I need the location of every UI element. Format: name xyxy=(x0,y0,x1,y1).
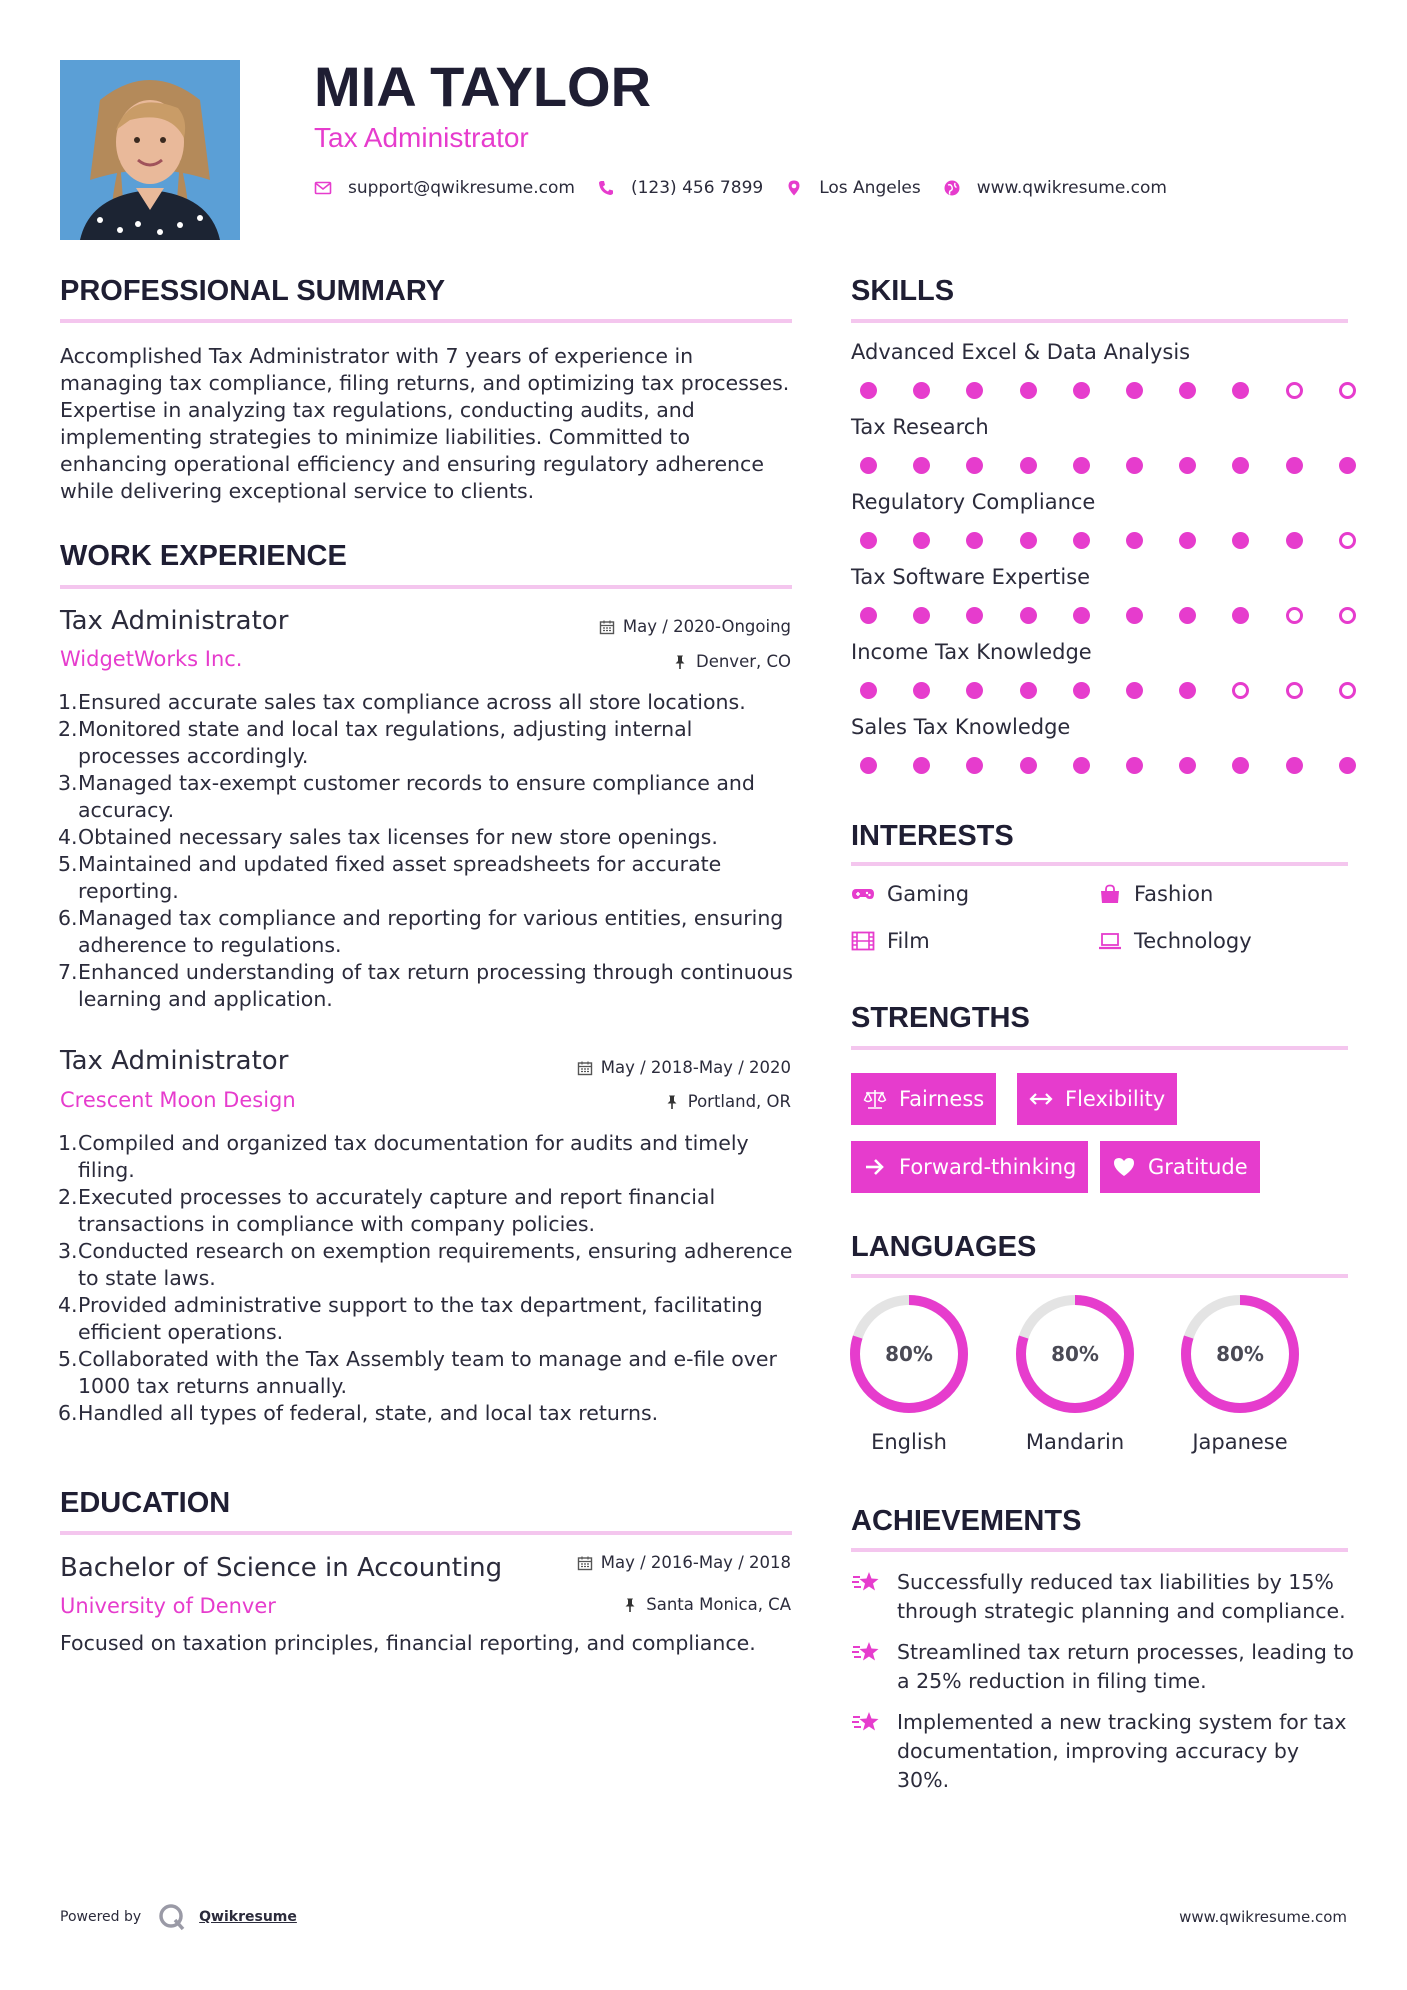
job-bullet: Provided administrative support to the tax department, facilitating efficient operations. xyxy=(78,1293,763,1344)
phone-icon xyxy=(597,179,615,197)
skill-dot-filled xyxy=(860,457,877,474)
skill-dot-filled xyxy=(860,382,877,399)
skill-dot-filled xyxy=(913,457,930,474)
job-bullets xyxy=(60,689,800,1013)
interest-label: Gaming xyxy=(887,882,970,906)
balance-scale-icon xyxy=(863,1088,887,1110)
skill-dot-filled xyxy=(1126,682,1143,699)
skills-divider xyxy=(851,319,1348,323)
skill-dot-filled xyxy=(1126,382,1143,399)
achievement-item xyxy=(851,1708,1357,1795)
arrows-horizontal-icon xyxy=(1029,1088,1053,1110)
globe-icon xyxy=(943,179,961,197)
contact-email[interactable] xyxy=(314,178,575,198)
contact-bar xyxy=(314,178,1189,198)
arrow-right-icon xyxy=(863,1156,887,1178)
strength-chip-gratitude xyxy=(1100,1141,1260,1193)
education-dates xyxy=(577,1553,791,1572)
skill-dot-empty xyxy=(1339,607,1356,624)
job-bullet: Conducted research on exemption requirements, ensuring adherence to state laws. xyxy=(78,1239,793,1290)
degree-title: Bachelor of Science in Accounting xyxy=(60,1553,503,1583)
skill-dot-filled xyxy=(1179,682,1196,699)
contact-email-text: support@qwikresume.com xyxy=(348,178,575,198)
skill-dot-filled xyxy=(1232,457,1249,474)
job-location xyxy=(672,652,791,671)
skill-dot-filled xyxy=(1339,457,1356,474)
calendar-icon xyxy=(577,1555,593,1571)
calendar-icon xyxy=(577,1060,593,1076)
strength-chip-forward-thinking xyxy=(851,1141,1088,1193)
achievement-text: Implemented a new tracking system for tax documentation, improving accuracy by 30%. xyxy=(897,1710,1347,1792)
skill-dot-filled xyxy=(1073,607,1090,624)
job-company: WidgetWorks Inc. xyxy=(60,647,243,671)
contact-location-text: Los Angeles xyxy=(819,178,921,198)
skill-dot-filled xyxy=(1073,532,1090,549)
strength-label: Gratitude xyxy=(1148,1155,1248,1179)
skill-dot-filled xyxy=(966,682,983,699)
skill-dot-filled xyxy=(1020,382,1037,399)
contact-location xyxy=(785,178,921,198)
envelope-icon xyxy=(314,179,332,197)
job-bullet: Managed tax compliance and reporting for various entities, ensuring adherence to regulations. xyxy=(78,906,784,957)
job-bullet: Ensured accurate sales tax compliance across all store locations. xyxy=(78,690,746,714)
skill-name: Income Tax Knowledge xyxy=(851,640,1092,664)
job-bullet: Monitored state and local tax regulations, adjusting internal processes accordingly. xyxy=(78,717,693,768)
skill-name: Sales Tax Knowledge xyxy=(851,715,1071,739)
summary-text: Accomplished Tax Administrator with 7 years of experience in managing tax compliance, filing returns, and optimizing tax processes. Expertise in analyzing tax regulations, conducting audits, and implementing strategies to minimize liabilities. Committed to enhancing operational efficiency and ensuring regulatory adherence while delivering exceptional service to clients. xyxy=(60,344,790,503)
skill-dot-filled xyxy=(1339,757,1356,774)
skill-dot-filled xyxy=(1073,457,1090,474)
strength-chip-fairness xyxy=(851,1073,996,1125)
skill-dot-filled xyxy=(1179,607,1196,624)
education-location-text: Santa Monica, CA xyxy=(646,1595,791,1614)
profile-photo-illustration xyxy=(60,60,240,240)
skill-dot-filled xyxy=(966,607,983,624)
skill-dot-filled xyxy=(1126,457,1143,474)
film-icon xyxy=(851,931,875,951)
interest-film xyxy=(851,929,930,953)
skills-heading: SKILLS xyxy=(851,275,955,307)
skill-dot-filled xyxy=(966,382,983,399)
language-name: Mandarin xyxy=(1025,1430,1125,1454)
skill-dot-filled xyxy=(860,607,877,624)
achievements-divider xyxy=(851,1548,1348,1552)
strengths-heading: STRENGTHS xyxy=(851,1002,1030,1034)
skill-name: Advanced Excel & Data Analysis xyxy=(851,340,1191,364)
job-bullet: Compiled and organized tax documentation for audits and timely filing. xyxy=(78,1131,749,1182)
shooting-star-icon xyxy=(851,1568,881,1598)
language-name: Japanese xyxy=(1192,1430,1288,1454)
job-title: Tax Administrator xyxy=(60,1046,289,1076)
education-dates-text: May / 2016-May / 2018 xyxy=(600,1553,791,1572)
job-dates-text: May / 2018-May / 2020 xyxy=(600,1058,791,1077)
candidate-name: MIA TAYLOR xyxy=(314,55,652,118)
skill-dot-empty xyxy=(1339,532,1356,549)
job-dates xyxy=(577,1058,791,1077)
job-dates-text: May / 2020-Ongoing xyxy=(622,617,791,636)
heart-icon xyxy=(1112,1156,1136,1178)
education-heading: EDUCATION xyxy=(60,1487,231,1519)
profile-photo xyxy=(60,60,240,240)
achievement-item xyxy=(851,1568,1357,1626)
education-divider xyxy=(60,1531,792,1535)
interest-label: Technology xyxy=(1134,929,1252,953)
pushpin-icon xyxy=(622,1597,638,1613)
laptop-icon xyxy=(1098,931,1122,951)
language-percent: 80% xyxy=(885,1342,933,1366)
job-location-text: Portland, OR xyxy=(687,1092,791,1111)
footer-url[interactable]: www.qwikresume.com xyxy=(1179,1908,1347,1926)
skill-dot-filled xyxy=(1286,757,1303,774)
skill-dot-filled xyxy=(1020,757,1037,774)
skill-dot-filled xyxy=(1232,382,1249,399)
qwikresume-link[interactable]: Qwikresume xyxy=(199,1909,297,1925)
skill-dot-filled xyxy=(1020,682,1037,699)
skill-dot-filled xyxy=(1232,532,1249,549)
contact-phone-text: (123) 456 7899 xyxy=(630,178,764,198)
skill-name: Tax Research xyxy=(851,415,989,439)
interest-fashion xyxy=(1098,882,1213,906)
skill-dot-filled xyxy=(1179,382,1196,399)
skill-dot-filled xyxy=(1073,382,1090,399)
strength-label: Flexibility xyxy=(1065,1087,1166,1111)
skill-dot-filled xyxy=(860,757,877,774)
job-bullet: Handled all types of federal, state, and local tax returns. xyxy=(78,1401,659,1425)
skill-dot-filled xyxy=(1020,532,1037,549)
interests-divider xyxy=(851,862,1348,866)
interest-label: Fashion xyxy=(1134,882,1214,906)
skill-dot-filled xyxy=(966,757,983,774)
strength-label: Forward-thinking xyxy=(899,1155,1077,1179)
job-bullet: Enhanced understanding of tax return processing through continuous learning and application. xyxy=(78,960,793,1011)
interests-heading: INTERESTS xyxy=(851,820,1014,852)
school-name: University of Denver xyxy=(60,1594,276,1618)
skill-dot-empty xyxy=(1339,682,1356,699)
language-name: English xyxy=(871,1430,947,1454)
job-title: Tax Administrator xyxy=(60,606,289,636)
powered-by xyxy=(60,1902,297,1932)
strengths-divider xyxy=(851,1046,1348,1050)
shooting-star-icon xyxy=(851,1638,881,1668)
skill-dot-filled xyxy=(860,682,877,699)
skill-dot-filled xyxy=(913,682,930,699)
skill-dot-filled xyxy=(913,532,930,549)
education-description: Focused on taxation principles, financial reporting, and compliance. xyxy=(60,1631,756,1655)
language-percent: 80% xyxy=(1051,1342,1099,1366)
languages-heading: LANGUAGES xyxy=(851,1231,1037,1263)
achievement-text: Streamlined tax return processes, leading to a 25% reduction in filing time. xyxy=(897,1640,1354,1693)
job-bullets xyxy=(60,1130,800,1427)
skill-dot-filled xyxy=(1126,607,1143,624)
skill-dot-filled xyxy=(966,457,983,474)
job-bullet: Collaborated with the Tax Assembly team to manage and e-file over 1000 tax returns annually. xyxy=(78,1347,777,1398)
skill-dot-empty xyxy=(1286,382,1303,399)
skill-dot-filled xyxy=(1286,457,1303,474)
skill-dot-filled xyxy=(1286,532,1303,549)
skill-name: Regulatory Compliance xyxy=(851,490,1096,514)
job-bullet: Executed processes to accurately capture and report financial transactions in compliance with company policies. xyxy=(78,1185,716,1236)
summary-heading: PROFESSIONAL SUMMARY xyxy=(60,275,446,307)
skill-dot-filled xyxy=(1179,457,1196,474)
skill-dot-filled xyxy=(1073,682,1090,699)
skill-dot-filled xyxy=(1020,457,1037,474)
contact-website-text: www.qwikresume.com xyxy=(976,178,1167,198)
job-bullet: Obtained necessary sales tax licenses for new store openings. xyxy=(78,825,718,849)
achievement-item xyxy=(851,1638,1357,1696)
job-dates xyxy=(599,617,791,636)
skill-dot-filled xyxy=(1073,757,1090,774)
interest-label: Film xyxy=(887,929,930,953)
job-location xyxy=(664,1092,791,1111)
qwikresume-logo-icon xyxy=(157,1902,187,1932)
pushpin-icon xyxy=(664,1094,680,1110)
gamepad-icon xyxy=(851,884,875,904)
job-company: Crescent Moon Design xyxy=(60,1088,296,1112)
skill-dot-empty xyxy=(1339,382,1356,399)
interest-technology xyxy=(1098,929,1252,953)
achievements-heading: ACHIEVEMENTS xyxy=(851,1505,1082,1537)
calendar-icon xyxy=(599,619,615,635)
job-location-text: Denver, CO xyxy=(695,652,791,671)
skill-dot-filled xyxy=(913,757,930,774)
skill-name: Tax Software Expertise xyxy=(851,565,1091,589)
skill-dot-filled xyxy=(860,532,877,549)
shooting-star-icon xyxy=(851,1708,881,1738)
strength-label: Fairness xyxy=(899,1087,985,1111)
skill-dot-filled xyxy=(1126,532,1143,549)
skill-dot-filled xyxy=(1020,607,1037,624)
shopping-bag-icon xyxy=(1098,884,1122,904)
summary-divider xyxy=(60,319,792,323)
skill-dot-filled xyxy=(1232,757,1249,774)
skill-dot-filled xyxy=(1232,607,1249,624)
skill-dot-filled xyxy=(1126,757,1143,774)
experience-divider xyxy=(60,585,792,589)
contact-phone[interactable] xyxy=(597,178,763,198)
candidate-title: Tax Administrator xyxy=(314,122,529,153)
skill-dot-filled xyxy=(913,382,930,399)
skill-dot-empty xyxy=(1232,682,1249,699)
experience-heading: WORK EXPERIENCE xyxy=(60,540,347,572)
contact-website[interactable] xyxy=(943,178,1167,198)
skill-dot-empty xyxy=(1286,607,1303,624)
job-bullet: Maintained and updated fixed asset spreadsheets for accurate reporting. xyxy=(78,852,722,903)
skill-dot-empty xyxy=(1286,682,1303,699)
education-location xyxy=(622,1595,791,1614)
achievement-text: Successfully reduced tax liabilities by 15% through strategic planning and compliance. xyxy=(897,1570,1346,1623)
job-bullet: Managed tax-exempt customer records to ensure compliance and accuracy. xyxy=(78,771,755,822)
languages-divider xyxy=(851,1274,1348,1278)
skill-dot-filled xyxy=(1179,532,1196,549)
language-percent: 80% xyxy=(1216,1342,1264,1366)
interest-gaming xyxy=(851,882,969,906)
map-pin-icon xyxy=(785,179,803,197)
powered-by-label: Powered by xyxy=(60,1909,142,1925)
skill-dot-filled xyxy=(913,607,930,624)
strength-chip-flexibility xyxy=(1017,1073,1177,1125)
skill-dot-filled xyxy=(966,532,983,549)
skill-dot-filled xyxy=(1179,757,1196,774)
pushpin-icon xyxy=(672,654,688,670)
